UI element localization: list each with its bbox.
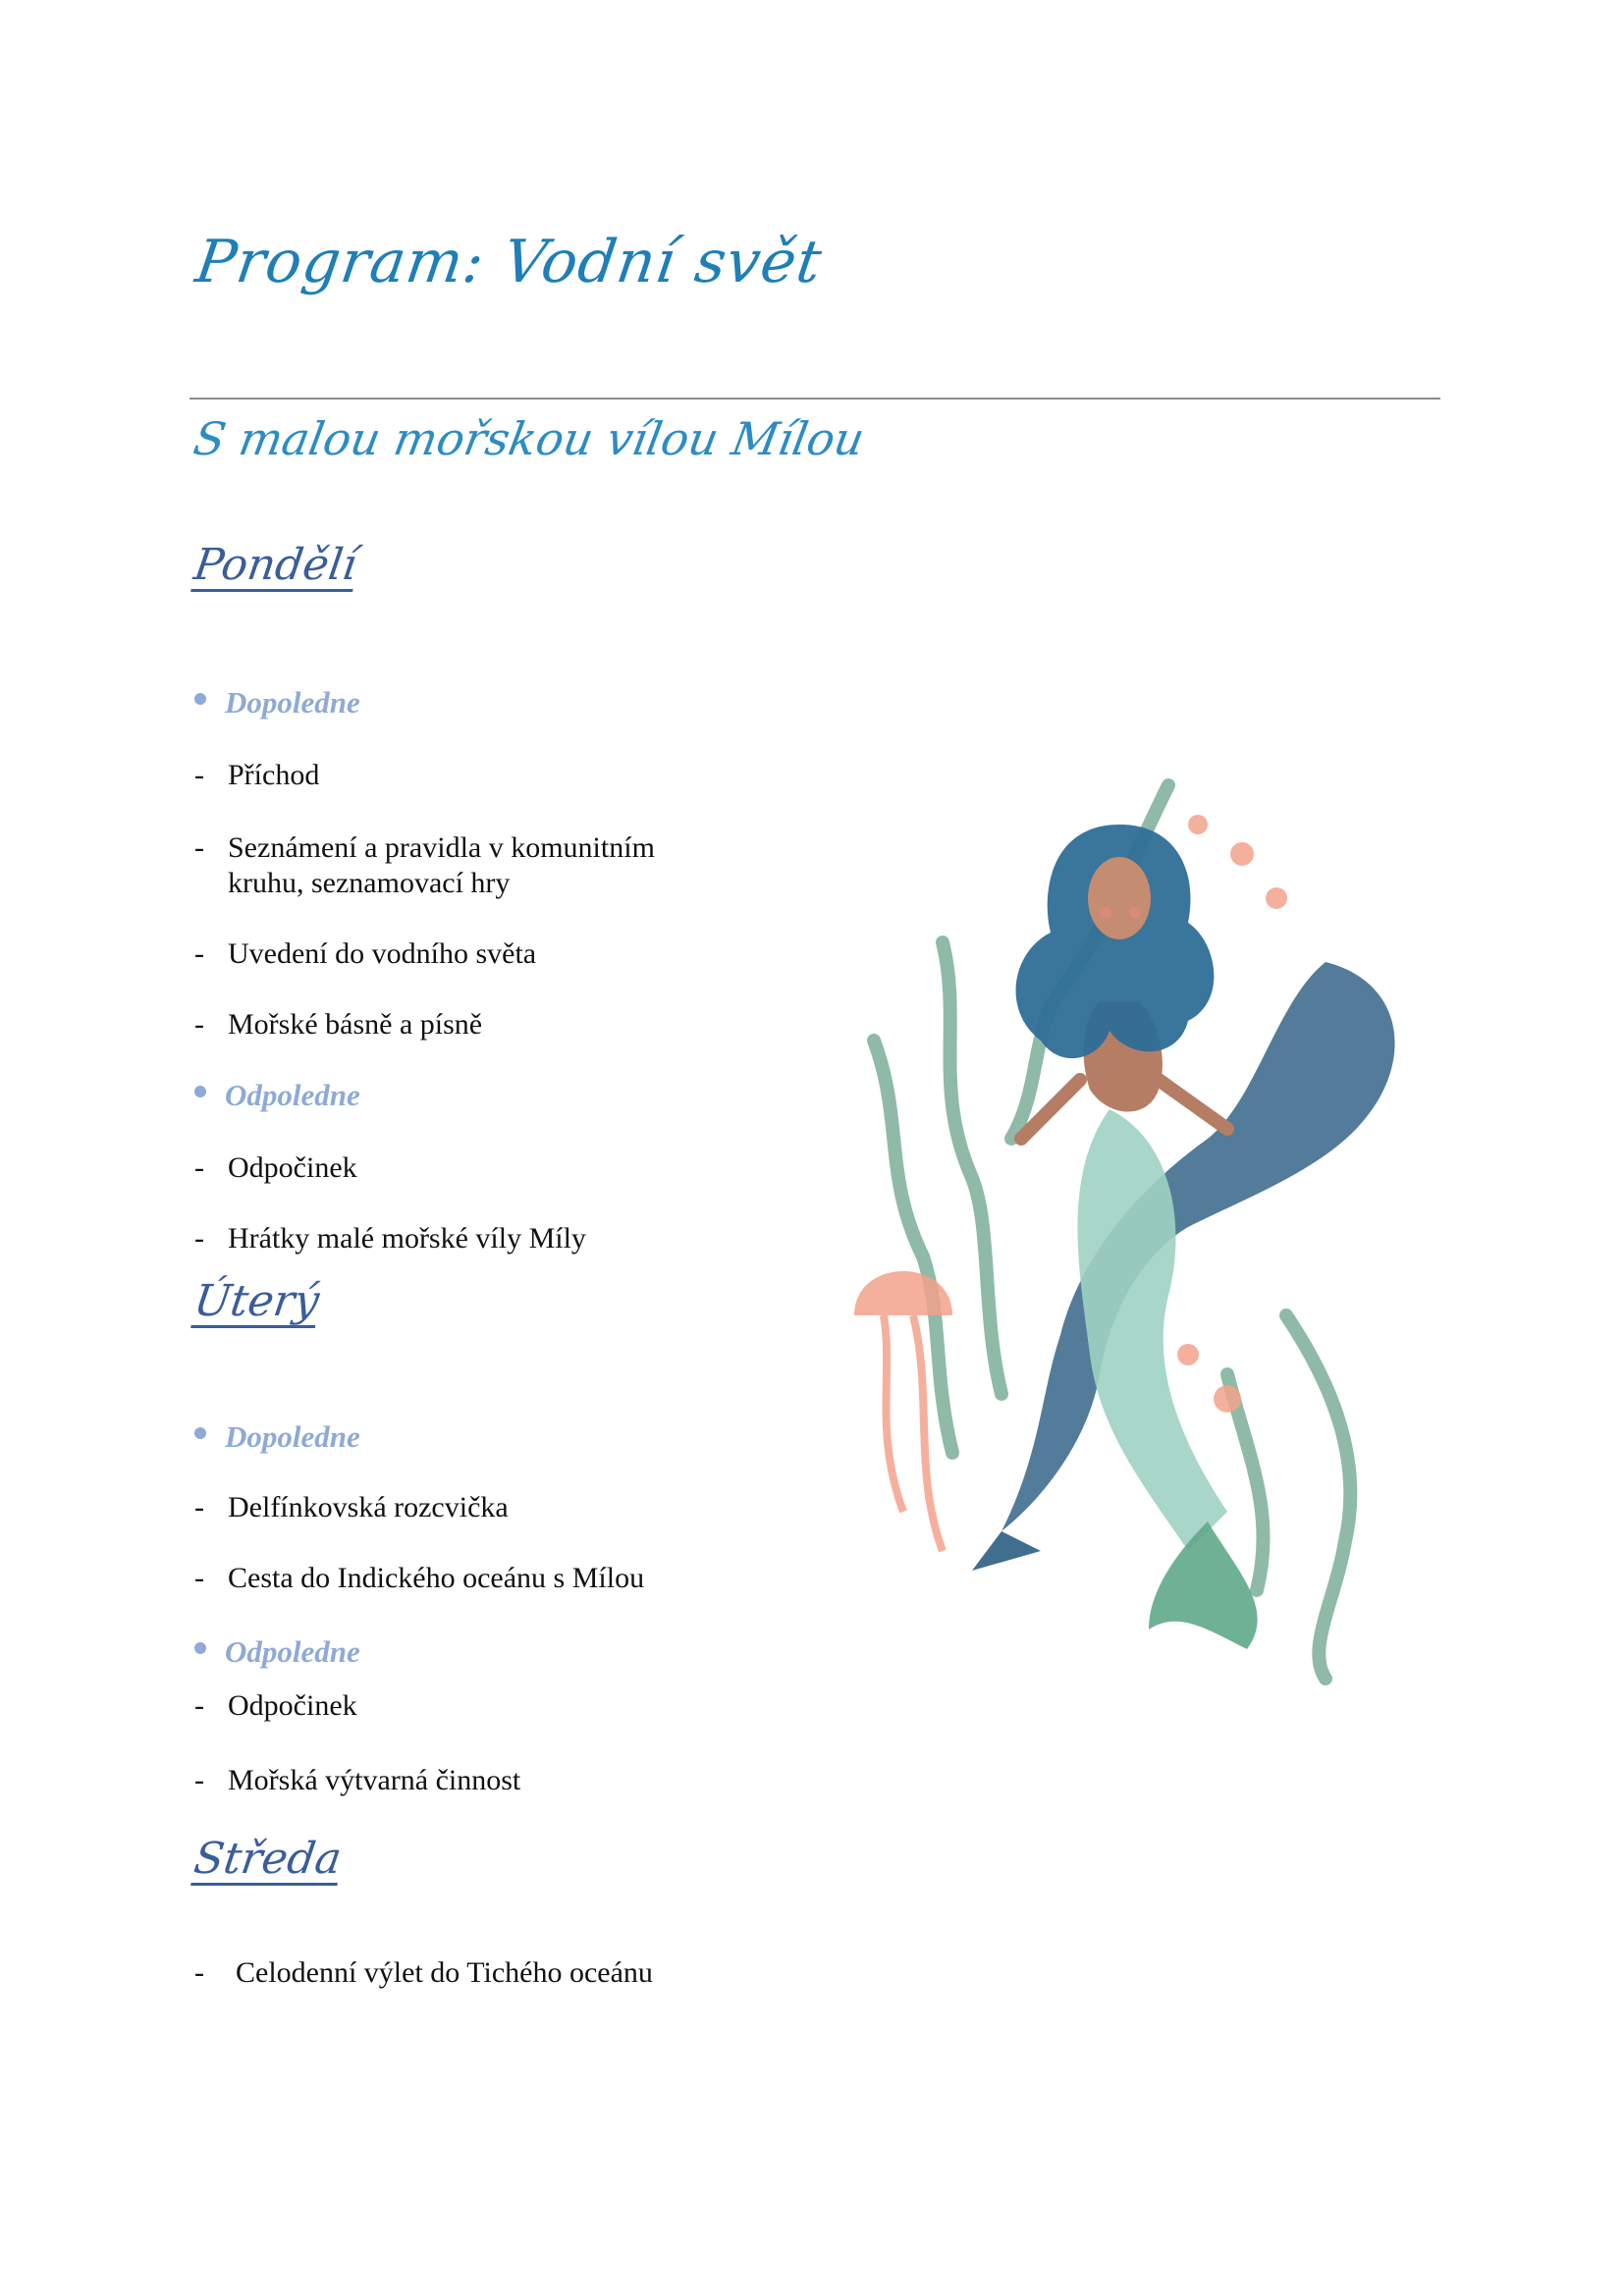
list-item: - Hrátky malé mořské víly Míly [194,1222,586,1255]
list-item: - Mořské básně a písně [194,1008,483,1041]
mermaid-face-icon [1088,857,1151,939]
list-item: - Cesta do Indického oceánu s Mílou [194,1562,645,1594]
list-item: - Odpočinek [194,1151,357,1184]
bullet-dot-icon [194,693,206,705]
day-heading-monday: Pondělí [190,540,360,590]
page-subtitle: S malou mořskou vílou Mílou [189,412,869,465]
list-item: - Příchod [194,759,320,791]
mermaid-illustration [815,766,1443,1688]
list-item: - Celodenní výlet do Tichého oceánu [194,1956,653,1989]
list-item: - Uvedení do vodního světa [194,937,537,970]
period-morning: Dopoledne [194,685,360,721]
bullet-dot-icon [194,1086,206,1097]
period-afternoon: Odpoledne [194,1078,360,1113]
list-item: - Seznámení a pravidla v komunitním kruhu, seznamovací hry [194,831,655,899]
period-morning: Dopoledne [194,1419,360,1455]
list-item: - Mořská výtvarná činnost [194,1764,521,1796]
period-afternoon: Odpoledne [194,1634,360,1670]
bullet-dot-icon [194,1642,206,1654]
list-item: - Odpočinek [194,1689,357,1722]
title-divider [189,398,1440,400]
page-title: Program: Vodní svět [191,228,827,296]
bullet-dot-icon [194,1427,206,1439]
day-heading-tuesday: Úterý [190,1276,323,1326]
day-heading-wednesday: Středa [190,1834,345,1884]
list-item: - Delfínkovská rozcvička [194,1491,509,1523]
